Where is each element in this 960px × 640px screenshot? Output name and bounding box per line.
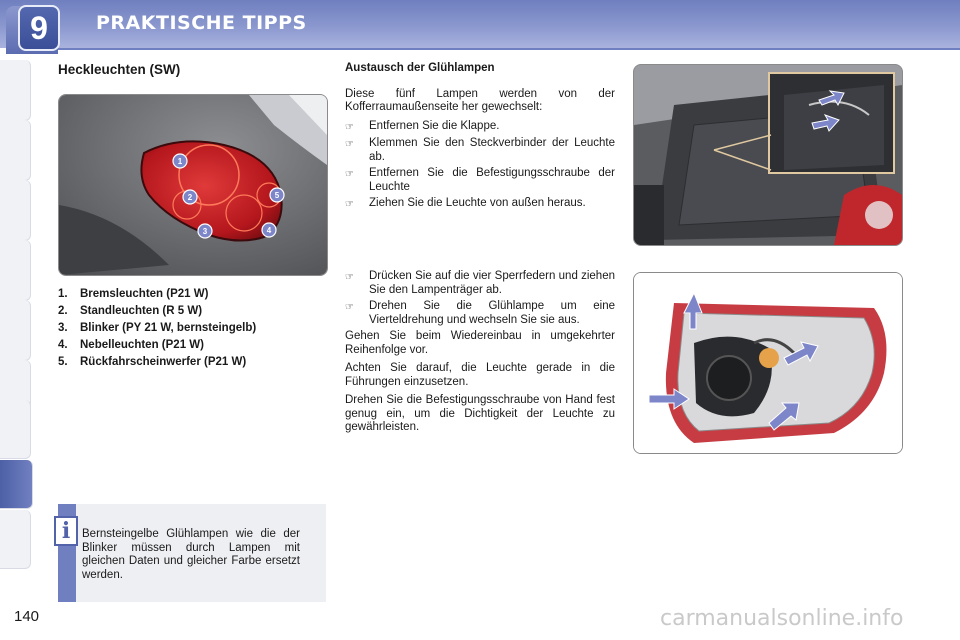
step-text: Entfernen Sie die Klappe. — [369, 119, 500, 132]
info-text: Bernsteingelbe Glühlampen wie die der Blinker müssen durch Lampen mit gleichen Daten und gleicher Farbe ersetzt werden. — [82, 528, 300, 581]
step-text: Klemmen Sie den Steckverbinder der Leuchte ab. — [369, 137, 615, 163]
pointing-hand-icon: ☞ — [345, 272, 354, 283]
callout-1-label: 1 — [177, 157, 183, 166]
side-tab-9[interactable] — [0, 510, 31, 569]
lamp-label: Bremsleuchten (P21 W) — [80, 288, 209, 300]
chapter-number-badge: 9 — [18, 5, 60, 51]
lamp-holder-illustration — [633, 272, 903, 454]
side-tab-4[interactable] — [0, 240, 31, 301]
replacement-instructions-continued — [345, 270, 615, 440]
lamp-number: 4. — [58, 339, 68, 351]
lamp-item — [58, 303, 256, 320]
lamp-label: Blinker (PY 21 W, bernsteingelb) — [80, 322, 257, 334]
lamp-label: Standleuchten (R 5 W) — [80, 305, 203, 317]
side-tab-7[interactable] — [0, 400, 31, 459]
step-text: Entfernen Sie die Befestigungsschraube der Leuchte — [369, 167, 615, 193]
step-item — [345, 167, 615, 194]
callout-4-label: 4 — [266, 226, 272, 235]
step-text: Drehen Sie die Glühlampe um eine Vierteldrehung und wechseln Sie sie aus. — [369, 300, 615, 326]
step-item — [345, 270, 615, 297]
lamp-item — [58, 320, 256, 337]
side-tab-2[interactable] — [0, 120, 31, 181]
paragraph-guides: Achten Sie darauf, die Leuchte gerade in die Führungen einzusetzen. — [345, 362, 615, 388]
steps-list-b — [345, 270, 615, 327]
lamp-number: 2. — [58, 305, 68, 317]
side-tab-1[interactable] — [0, 60, 31, 121]
page-number: 140 — [14, 608, 40, 625]
lamp-number: 1. — [58, 288, 68, 300]
step-item — [345, 300, 615, 327]
trunk-illustration — [633, 64, 903, 246]
callout-3-label: 3 — [202, 227, 208, 236]
pointing-hand-icon: ☞ — [345, 169, 354, 180]
pointing-hand-icon: ☞ — [345, 199, 354, 210]
side-tab-5[interactable] — [0, 300, 31, 361]
replacement-instructions — [345, 62, 615, 215]
step-item — [345, 197, 615, 212]
lamp-list — [58, 286, 256, 371]
pointing-hand-icon: ☞ — [345, 139, 354, 150]
step-text: Ziehen Sie die Leuchte von außen heraus. — [369, 197, 586, 209]
lamp-item — [58, 354, 256, 371]
step-item — [345, 137, 615, 164]
section-heading-rear-lights: Heckleuchten (SW) — [58, 62, 181, 77]
chapter-title: PRAKTISCHE TIPPS — [96, 12, 307, 34]
paragraph-reassembly: Gehen Sie beim Wiedereinbau in umgekehrter Reihenfolge vor. — [345, 330, 615, 356]
callout-2-label: 2 — [187, 193, 193, 202]
paragraph-screw: Drehen Sie die Befestigungsschraube von Hand fest genug ein, um die Dichtigkeit der Leuchte zu gewährleisten. — [345, 394, 615, 433]
intro-text: Diese fünf Lampen werden von der Kofferraumaußenseite her gewechselt: — [345, 87, 615, 113]
lamp-number: 3. — [58, 322, 68, 334]
steps-list-a — [345, 120, 615, 212]
step-item — [345, 120, 615, 135]
lamp-number: 5. — [58, 356, 68, 368]
watermark: carmanualsonline.info — [660, 606, 904, 631]
lamp-item — [58, 337, 256, 354]
step-text: Drücken Sie auf die vier Sperrfedern und ziehen Sie den Lampenträger ab. — [369, 270, 615, 296]
lamp-label: Nebelleuchten (P21 W) — [80, 339, 204, 351]
callout-5-label: 5 — [274, 191, 280, 200]
info-icon: i — [54, 516, 78, 546]
side-tab-active[interactable] — [0, 460, 33, 509]
chapter-header — [0, 0, 960, 48]
header-rule — [58, 48, 960, 50]
lamp-label: Rückfahrscheinwerfer (P21 W) — [80, 356, 247, 368]
side-tab-3[interactable] — [0, 180, 31, 241]
pointing-hand-icon: ☞ — [345, 302, 354, 313]
section-heading-replacement: Austausch der Glühlampen — [345, 62, 495, 74]
rear-lamp-illustration — [58, 94, 328, 276]
info-note — [58, 504, 326, 602]
pointing-hand-icon: ☞ — [345, 121, 354, 133]
lamp-item — [58, 286, 256, 303]
